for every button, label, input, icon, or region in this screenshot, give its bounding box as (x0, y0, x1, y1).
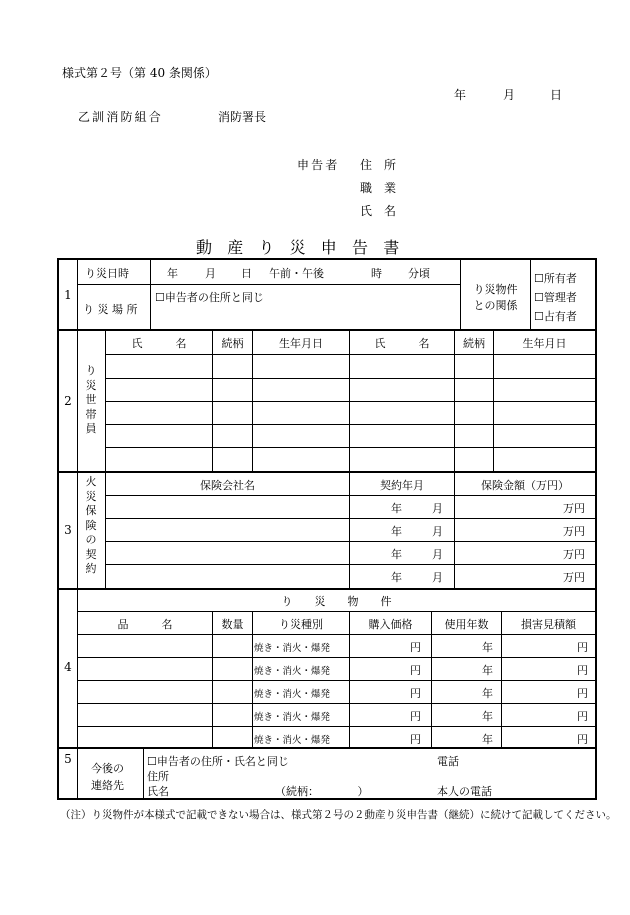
divider (106, 541, 595, 542)
contract-month: 月 (432, 502, 443, 515)
damage-type-options: 焼き・消火・爆発 (254, 735, 331, 746)
relation-manager-option[interactable] (534, 289, 577, 305)
col-quantity: 数量 (221, 618, 244, 631)
contract-year: 年 (391, 525, 402, 538)
price-unit: 円 (410, 710, 421, 723)
divider (78, 611, 595, 612)
divider (106, 495, 595, 496)
document-title: 動産り災申告書 (196, 238, 415, 257)
section-5-number: 5 (64, 752, 72, 766)
price-unit: 円 (410, 641, 421, 654)
damage-type-options: 焼き・消火・爆発 (254, 666, 331, 677)
damage-unit: 円 (577, 641, 588, 654)
declarant-name-label: 氏 名 (360, 204, 397, 218)
col-name-1: 氏 名 (131, 337, 187, 350)
col-relation-1: 続柄 (221, 337, 244, 350)
contract-month: 月 (432, 571, 443, 584)
damage-type-options: 焼き・消火・爆発 (254, 689, 331, 700)
section-3-number: 3 (64, 523, 72, 537)
years-unit: 年 (482, 733, 493, 746)
damage-type-options: 焼き・消火・爆発 (254, 643, 331, 654)
separator (59, 329, 595, 331)
divider (78, 703, 595, 704)
separator (59, 588, 595, 590)
col-birthdate-2: 生年月日 (522, 337, 567, 350)
own-phone-label: 本人の電話 (437, 785, 492, 798)
damage-unit: 円 (577, 664, 588, 677)
damaged-property-header: り 災 物 件 (281, 595, 392, 608)
declarant-occupation-label: 職 業 (360, 181, 397, 195)
col-item-name: 品 名 (117, 618, 173, 631)
section-1-number: 1 (64, 288, 72, 302)
relation-manager-text: 管理者 (543, 291, 577, 304)
years-unit: 年 (482, 664, 493, 677)
form-number: 様式第２号（第 40 条関係） (62, 66, 217, 80)
col-damage-type: り災種別 (279, 618, 323, 631)
same-as-declarant-option[interactable] (147, 753, 289, 769)
damage-unit: 円 (577, 733, 588, 746)
contract-month: 月 (432, 525, 443, 538)
col-insured-amount: 保険金額（万円） (481, 479, 569, 492)
separator (59, 471, 595, 473)
declaration-form (57, 258, 597, 800)
checkbox-icon[interactable]: ☐ (534, 272, 544, 285)
disaster-place-label: り 災 場 所 (83, 303, 138, 316)
checkbox-icon[interactable]: ☐ (534, 291, 544, 304)
same-address-text: 申告者の住所と同じ (164, 291, 264, 304)
checkbox-icon[interactable]: ☐ (147, 755, 157, 768)
contact-label-2: 連絡先 (91, 779, 124, 792)
contract-year: 年 (391, 502, 402, 515)
divider (78, 726, 595, 727)
divider (530, 260, 531, 329)
relation-owner-option[interactable] (534, 270, 577, 286)
disaster-day: 日 (241, 267, 252, 280)
disaster-minute: 分頃 (408, 267, 430, 280)
col-insurance-company: 保険会社名 (200, 479, 255, 492)
contact-address-label: 住所 (147, 770, 169, 783)
divider (106, 378, 595, 379)
addressee-org: 乙訓消防組合 (78, 110, 163, 124)
insured-amount-unit: 万円 (563, 502, 585, 515)
price-unit: 円 (410, 733, 421, 746)
divider (106, 401, 595, 402)
divider (106, 447, 595, 448)
years-unit: 年 (482, 710, 493, 723)
damage-unit: 円 (577, 687, 588, 700)
same-as-declarant-text: 申告者の住所・氏名と同じ (156, 755, 289, 768)
same-address-option[interactable] (155, 289, 264, 305)
checkbox-icon[interactable]: ☐ (155, 291, 165, 304)
contact-relation-label: （続柄： ） (275, 785, 369, 798)
section-4-number: 4 (64, 660, 72, 674)
relation-label-1: り災物件 (473, 283, 518, 296)
separator (59, 747, 595, 749)
contact-label-1: 今後の (91, 762, 124, 775)
insured-amount-unit: 万円 (563, 525, 585, 538)
divider (78, 634, 595, 635)
disaster-ampm: 午前・午後 (269, 267, 324, 280)
date-year-label: 年 (454, 88, 467, 102)
contract-year: 年 (391, 548, 402, 561)
years-unit: 年 (482, 641, 493, 654)
date-day-label: 日 (550, 88, 563, 102)
col-relation-2: 続柄 (463, 337, 485, 350)
disaster-month: 月 (205, 267, 216, 280)
divider (106, 564, 595, 565)
checkbox-icon[interactable]: ☐ (534, 310, 544, 323)
relation-occupant-text: 占有者 (543, 310, 577, 323)
col-damage-estimate: 損害見積額 (521, 618, 576, 631)
divider (77, 260, 78, 798)
declarant-label: 申告者 (297, 158, 340, 172)
divider (106, 518, 595, 519)
divider (143, 749, 144, 798)
damage-unit: 円 (577, 710, 588, 723)
contact-phone-label: 電話 (437, 755, 459, 768)
price-unit: 円 (410, 664, 421, 677)
household-members-label: り災世帯員 (85, 364, 97, 435)
footnote: （注）り災物件が本様式で記載できない場合は、様式第２号の２動産り災申告書（継続）に続けて記載してください。 (60, 809, 617, 821)
disaster-year: 年 (167, 267, 178, 280)
declarant-address-label: 住 所 (360, 158, 397, 172)
date-month-label: 月 (503, 88, 516, 102)
insured-amount-unit: 万円 (563, 548, 585, 561)
col-name-2: 氏 名 (374, 337, 430, 350)
price-unit: 円 (410, 687, 421, 700)
divider (78, 657, 595, 658)
col-years-used: 使用年数 (444, 618, 489, 631)
disaster-date-label: り災日時 (85, 267, 129, 280)
divider (78, 680, 595, 681)
divider (106, 424, 595, 425)
addressee-title: 消防署長 (218, 110, 267, 124)
section-2-number: 2 (64, 394, 72, 408)
damage-type-options: 焼き・消火・爆発 (254, 712, 331, 723)
col-purchase-price: 購入価格 (368, 618, 413, 631)
divider (106, 354, 595, 355)
divider (78, 284, 460, 285)
years-unit: 年 (482, 687, 493, 700)
contract-month: 月 (432, 548, 443, 561)
relation-owner-text: 所有者 (543, 272, 577, 285)
fire-insurance-label: 火災保険の契約 (85, 475, 97, 575)
col-contract-date: 契約年月 (380, 479, 424, 492)
contact-name-label: 氏名 (147, 785, 169, 798)
relation-label-2: との関係 (473, 299, 518, 312)
col-birthdate-1: 生年月日 (279, 337, 323, 350)
relation-occupant-option[interactable] (534, 308, 577, 324)
contract-year: 年 (391, 571, 402, 584)
insured-amount-unit: 万円 (563, 571, 585, 584)
divider (150, 260, 151, 329)
disaster-hour: 時 (371, 267, 382, 280)
